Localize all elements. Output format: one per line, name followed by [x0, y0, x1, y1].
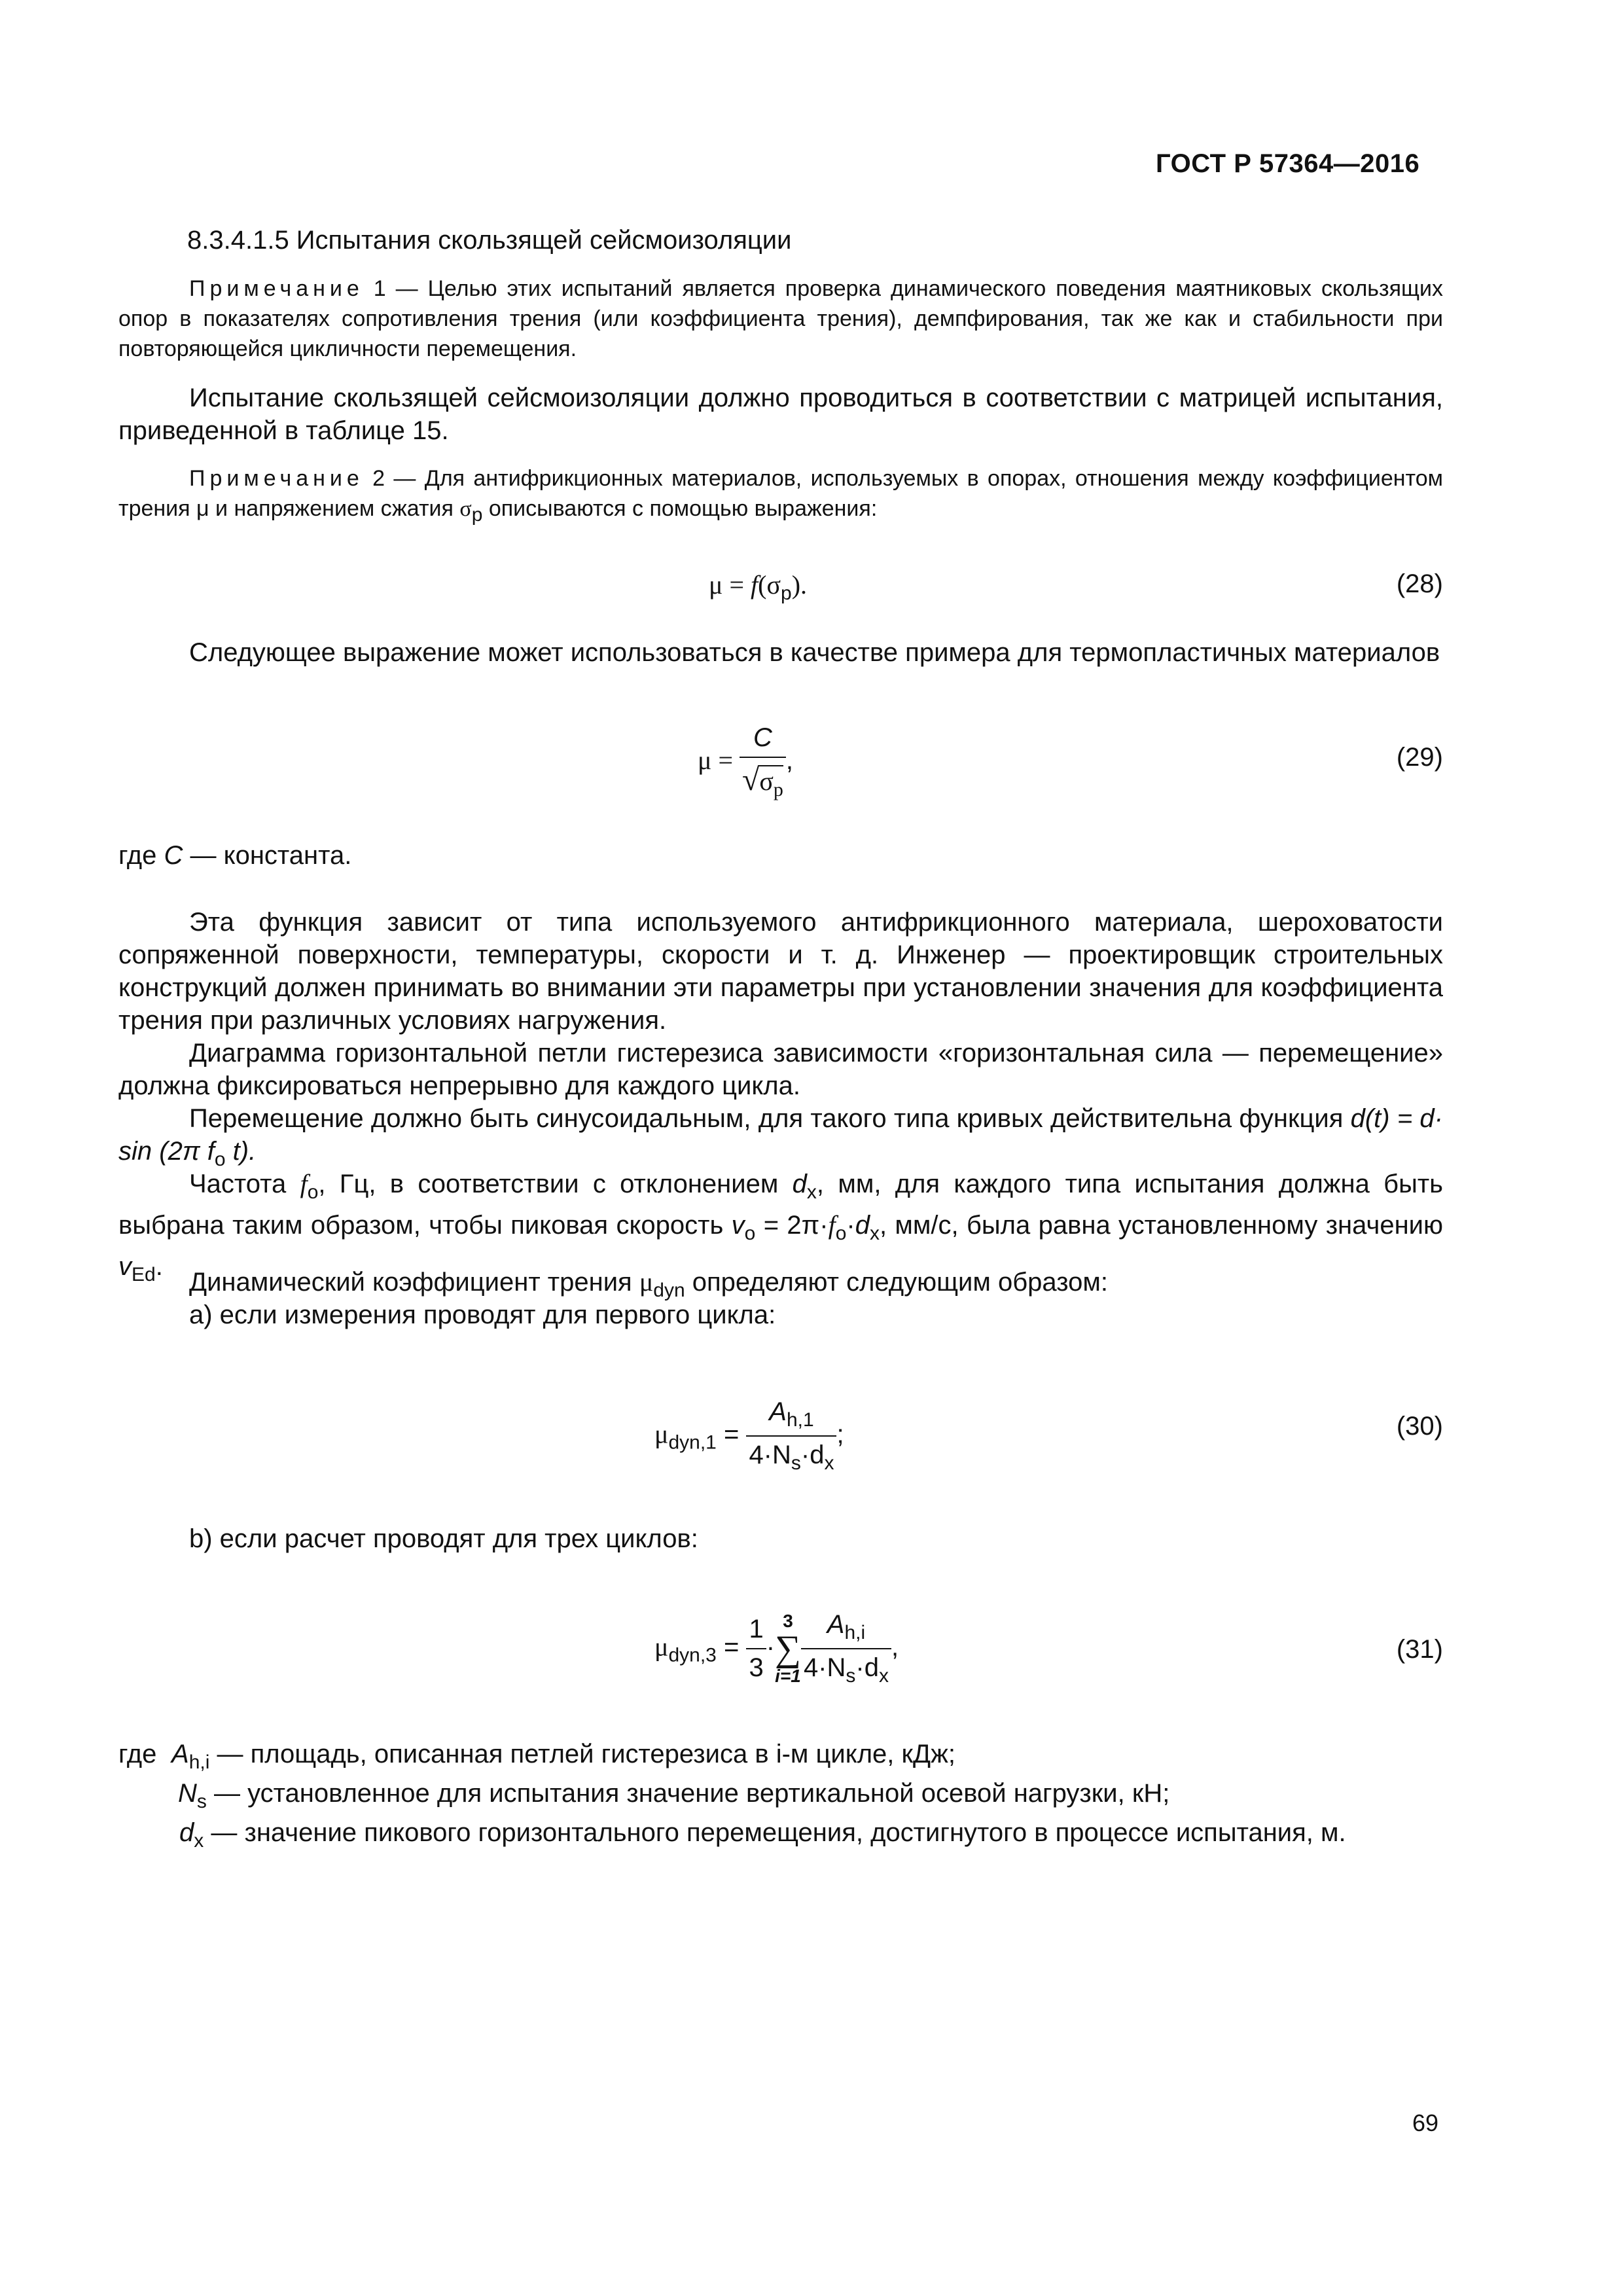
equation-28 — [709, 569, 807, 605]
eq31-dot: · — [766, 1632, 776, 1662]
section-title: 8.3.4.1.5 Испытания скользящей сейсмоизоляции — [187, 226, 792, 255]
eq30-den-d: ·d — [800, 1441, 825, 1469]
eq30-den-n: 4·N — [749, 1441, 791, 1469]
eq30-den-n-sub: s — [791, 1452, 801, 1474]
para6-f2: f — [828, 1210, 836, 1240]
note-2-tail: описываются с помощью выражения: — [482, 496, 878, 521]
where-c-prefix: где — [118, 841, 164, 870]
where-row-displacement-sub: x — [194, 1830, 204, 1852]
para6-vEd: v — [118, 1252, 132, 1281]
para6-dx: d — [855, 1211, 870, 1240]
eq31-denominator — [801, 1649, 891, 1687]
para6-f: f — [300, 1169, 308, 1198]
eq30-tail: ; — [836, 1420, 844, 1449]
paragraph-function-dependence: Эта функция зависит от типа используемого антифрикционного материала, шероховатости сопряженной поверхности, температуры, скорости и т. д. Инженер — проектировщик строительных конструкций должен принимать во внимании эти параметры при установлении значения для коэффициента трения при различных условиях нагружения. — [118, 908, 1443, 1035]
note-2-sigma: σ — [459, 497, 472, 521]
para5-formula: d(t) = d· sin (2π f — [118, 1104, 1443, 1166]
note-2-text: 2 — Для антифрикционных материалов, используемых в опорах, отношения между коэффициентом трения μ и напряжением сжатия — [118, 466, 1443, 521]
where-prefix: где — [118, 1740, 157, 1768]
equation-30-number: (30) — [1396, 1412, 1443, 1441]
para7-mu-sub: dyn — [653, 1280, 685, 1301]
eq29-lhs: μ = — [698, 745, 740, 776]
equation-31 — [654, 1610, 899, 1687]
where-row-displacement-text: — значение пикового горизонтального перемещения, достигнутого в процессе испытания, м. — [204, 1818, 1346, 1847]
para6-end: . — [155, 1252, 163, 1281]
paragraph-hysteresis-diagram: Диаграмма горизонтальной петли гистерезиса зависимости «горизонтальная сила — перемещение» должна фиксироваться непрерывно для каждого цикла. — [118, 1039, 1443, 1100]
where-row-area-sub: h,i — [188, 1751, 210, 1773]
eq31-one-third — [746, 1615, 766, 1683]
where-c-text: — константа. — [183, 841, 352, 870]
eq31-den-d: ·d — [855, 1653, 879, 1682]
equation-31-number: (31) — [1396, 1635, 1443, 1664]
eq31-den-n-sub: s — [846, 1665, 856, 1687]
sqrt-icon: √ — [742, 762, 760, 797]
para6-a: Частота — [189, 1170, 300, 1198]
eq29-sigma-sub: p — [773, 779, 783, 800]
para6-vEd-sub: Ed — [132, 1264, 156, 1285]
eq30-mu: μ — [654, 1419, 669, 1449]
where-row-load-sub: s — [196, 1791, 207, 1812]
eq31-summation — [775, 1612, 801, 1685]
para6-d-sub: x — [806, 1181, 817, 1203]
paragraph-sinusoidal — [118, 1102, 1443, 1176]
eq31-one: 1 — [746, 1615, 766, 1649]
para6-f2-sub: o — [835, 1223, 847, 1244]
eq28-arg: (σ — [758, 570, 781, 600]
para7-text: Динамический коэффициент трения — [189, 1268, 639, 1297]
eq30-equals: = — [716, 1420, 747, 1449]
list-item-b: b) если расчет проводят для трех циклов: — [189, 1524, 698, 1553]
eq31-tail: , — [891, 1632, 899, 1662]
page-number: 69 — [1412, 2109, 1439, 2136]
para6-f-sub: o — [307, 1181, 319, 1203]
eq31-sum-bottom: i=1 — [775, 1666, 801, 1686]
para6-e: , мм/с, была равна установленному значению — [879, 1211, 1444, 1240]
paragraph-example: Следующее выражение может использоваться в качестве примера для термопластичных материалов — [189, 638, 1440, 667]
para6-d: d — [792, 1170, 807, 1198]
eq31-mu: μ — [654, 1632, 669, 1662]
para6-v-sub: o — [744, 1223, 756, 1244]
para6-dx-sub: x — [869, 1223, 880, 1244]
where-c-symbol: C — [164, 841, 183, 870]
para5-sub: o — [214, 1149, 226, 1170]
eq31-mu-sub: dyn,3 — [668, 1644, 717, 1666]
document-code: ГОСТ Р 57364—2016 — [1156, 149, 1420, 178]
where-row-area-text: — площадь, описанная петлей гистерезиса в i-м цикле, кДж; — [209, 1740, 955, 1768]
equation-28-number: (28) — [1396, 569, 1443, 598]
note-1-lead: Примечание — [189, 276, 364, 301]
where-row-displacement-symbol: d — [179, 1818, 194, 1847]
equation-30 — [654, 1397, 844, 1475]
eq28-lhs: μ = — [709, 570, 751, 600]
para7-tail: определяют следующим образом: — [685, 1268, 1108, 1297]
eq30-num-symbol: A — [769, 1397, 787, 1426]
where-row-area — [171, 1740, 955, 1774]
note-2 — [118, 463, 1443, 530]
where-row-area-symbol: A — [171, 1740, 189, 1768]
eq30-denominator — [746, 1437, 836, 1475]
eq31-numerator — [801, 1610, 891, 1649]
where-row-load — [178, 1779, 1169, 1813]
para6-d3: · — [846, 1211, 855, 1240]
para7-mu: μ — [639, 1267, 654, 1297]
eq30-num-sub: h,1 — [786, 1409, 814, 1431]
eq31-den-n: 4·N — [803, 1653, 846, 1682]
eq31-equals: = — [716, 1632, 747, 1662]
equation-29-number: (29) — [1396, 743, 1443, 772]
paragraph-test-matrix: Испытание скользящей сейсмоизоляции должно проводиться в соответствии с матрицей испытания, приведенной в таблице 15. — [118, 384, 1443, 445]
where-row-load-symbol: N — [178, 1779, 197, 1808]
eq28-function: f — [751, 570, 758, 600]
where-row-displacement — [179, 1818, 1346, 1852]
note-1-text: 1 — Целью этих испытаний является проверка динамического поведения маятниковых скользящих опор в показателях сопротивления трения (или коэффициента трения), демпфирования, так же как и стабильности при повторяющейся цикличности перемещения. — [118, 276, 1443, 361]
note-2-lead: Примечание — [189, 466, 364, 491]
eq30-den-d-sub: x — [824, 1452, 834, 1474]
eq30-fraction — [746, 1397, 836, 1475]
eq30-mu-sub: dyn,1 — [668, 1431, 717, 1454]
note-1 — [118, 274, 1443, 364]
para6-v: v — [731, 1211, 745, 1240]
where-row-load-text: — установленное для испытания значение вертикальной осевой нагрузки, кН; — [206, 1779, 1170, 1808]
eq30-numerator — [746, 1397, 836, 1437]
eq28-sub: p — [781, 583, 792, 604]
para6-d2: = 2π· — [755, 1211, 829, 1240]
para5-text: Перемещение должно быть синусоидальным, для такого типа кривых действительна функция — [189, 1104, 1351, 1133]
eq31-sum-top: 3 — [783, 1611, 793, 1631]
eq31-num-symbol: A — [827, 1610, 845, 1639]
eq31-three: 3 — [749, 1653, 764, 1682]
para5-tail: t). — [225, 1137, 257, 1166]
note-2-sigma-sub: p — [471, 503, 483, 526]
eq31-den-d-sub: x — [878, 1665, 889, 1687]
eq31-fraction — [801, 1610, 891, 1687]
eq31-num-sub: h,i — [844, 1622, 866, 1643]
equation-29 — [698, 723, 793, 801]
para6-c: , мм, для каждого типа испытания должна быть выбрана таким образом, чтобы пиковая скорость — [118, 1170, 1443, 1240]
eq29-numerator: C — [740, 723, 786, 758]
eq29-denominator — [740, 758, 786, 801]
list-item-a: а) если измерения проводят для первого цикла: — [189, 1300, 776, 1329]
sigma-sum-icon: ∑ — [775, 1628, 801, 1669]
eq28-close: ). — [791, 570, 808, 600]
eq29-tail: , — [785, 746, 794, 776]
where-c-constant — [118, 839, 351, 872]
eq29-fraction — [740, 723, 786, 801]
eq29-sigma — [759, 765, 783, 800]
para6-b: , Гц, в соответствии с отклонением — [318, 1170, 793, 1198]
eq29-sigma-symbol: σ — [759, 766, 774, 796]
